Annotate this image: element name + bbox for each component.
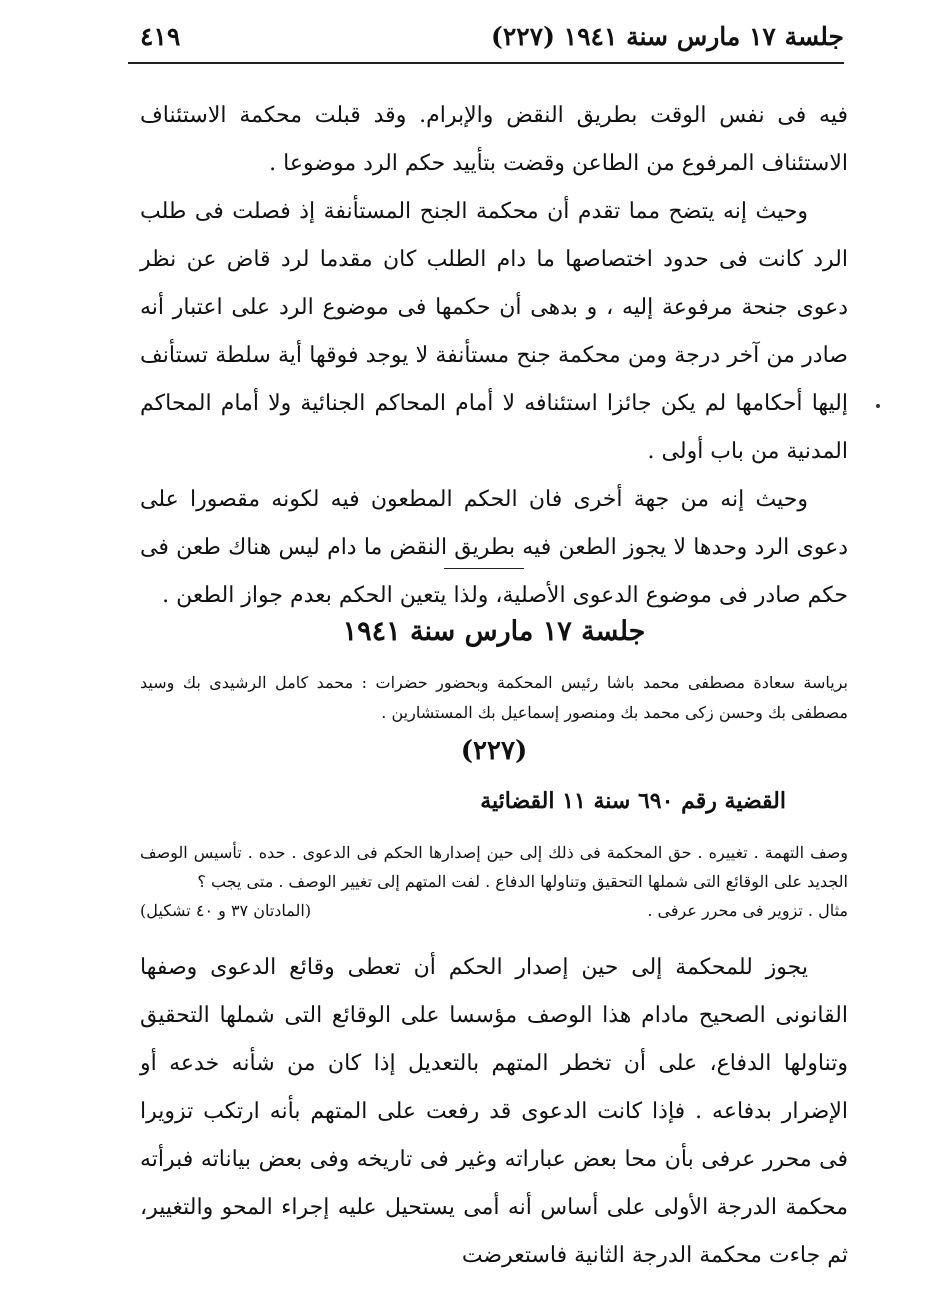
header-rule (128, 62, 844, 64)
summary-example: مثال . تزوير فى محرر عرفى . (647, 901, 848, 920)
summary-main: وصف التهمة . تغييره . حق المحكمة فى ذلك إلى حين إصدارها الحكم فى الدعوى . حده . تأسيس الوصف الجديد على الوقائع التى شملها التحقيق وتناولها الدفاع . لفت المتهم إلى تغيير الوصف . متى يجب ؟ (140, 843, 848, 891)
session-title: جلسة ١٧ مارس سنة ١٩٤١ (342, 616, 646, 647)
presidency-note: برياسة سعادة مصطفى محمد باشا رئيس المحكمة وبحضور حضرات : محمد كامل الرشيدى بك وسيد مصطفى بك وحسن زكى محمد بك ومنصور إسماعيل بك المستشارين . (140, 673, 848, 722)
paragraph-3: وحيث إنه من جهة أخرى فان الحكم المطعون فيه لكونه مقصورا على دعوى الرد وحدها لا يجوز الطعن فيه بطريق النقض ما دام ليس هناك طعن فى حكم صادر فى موضوع الدعوى الأصلية، ولذا يتعين الحكم بعدم جواز الطعن . (140, 487, 848, 608)
paragraph-1: فيه فى نفس الوقت بطريق النقض والإبرام. وقد قبلت محكمة الاستئناف الاستئناف المرفوع من الطاعن وقضت بتأييد حكم الرد موضوعا . (140, 103, 848, 176)
paragraph-2: وحيث إنه يتضح مما تقدم أن محكمة الجنح المستأنفة إذ فصلت فى طلب الرد كانت فى حدود اختصاصها ما دام الطلب كان مقدما لرد قاض عن نظر دعوى جنحة مرفوعة إليه ، و بدهى أن حكمها فى موضوع الرد على اعتبار أنه صادر من آخر درجة ومن محكمة جنح مستأنفة لا يوجد فوقها أية سلطة تستأنف إليها أحكامها لم يكن جائزا استئنافه لا أمام المحاكم الجنائية ولا أمام المحاكم المدنية من باب أولى . (140, 199, 849, 464)
margin-mark (876, 404, 880, 408)
page-number: ٤١٩ (140, 22, 181, 51)
running-title: جلسة ١٧ مارس سنة ١٩٤١ (٢٢٧) (490, 22, 844, 51)
case-number: (٢٢٧) (460, 736, 528, 766)
legal-articles: (المادتان ٣٧ و ٤٠ تشكيل) (140, 901, 312, 920)
section-divider (444, 568, 524, 569)
case-summary (140, 838, 848, 925)
case-title: القضية رقم ٦٩٠ سنة ١١ القضائية (480, 788, 786, 814)
body-text (140, 92, 848, 620)
summary-last-line (140, 896, 848, 925)
ruling-paragraph: يجوز للمحكمة إلى حين إصدار الحكم أن تعطى وقائع الدعوى وصفها القانونى الصحيح مادام هذا الوصف مؤسسا على الوقائع التى شملها التحقيق وتناولها الدفاع، على أن تخطر المتهم بالتعديل إذا كان من شأنه خدعه أو الإضرار بدفاعه . فإذا كانت الدعوى قد رفعت على المتهم بأنه ارتكب تزويرا فى محرر عرفى بأن محا بعض عباراته وغير فى تاريخه وفى بعض بياناته فبرأته محكمة الدرجة الأولى على أساس أنه أمى يستحيل عليه إجراء المحو والتغيير، ثم جاءت محكمة الدرجة الثانية فاستعرضت (140, 955, 848, 1268)
page-header (128, 14, 844, 58)
ruling-text (140, 944, 848, 1280)
